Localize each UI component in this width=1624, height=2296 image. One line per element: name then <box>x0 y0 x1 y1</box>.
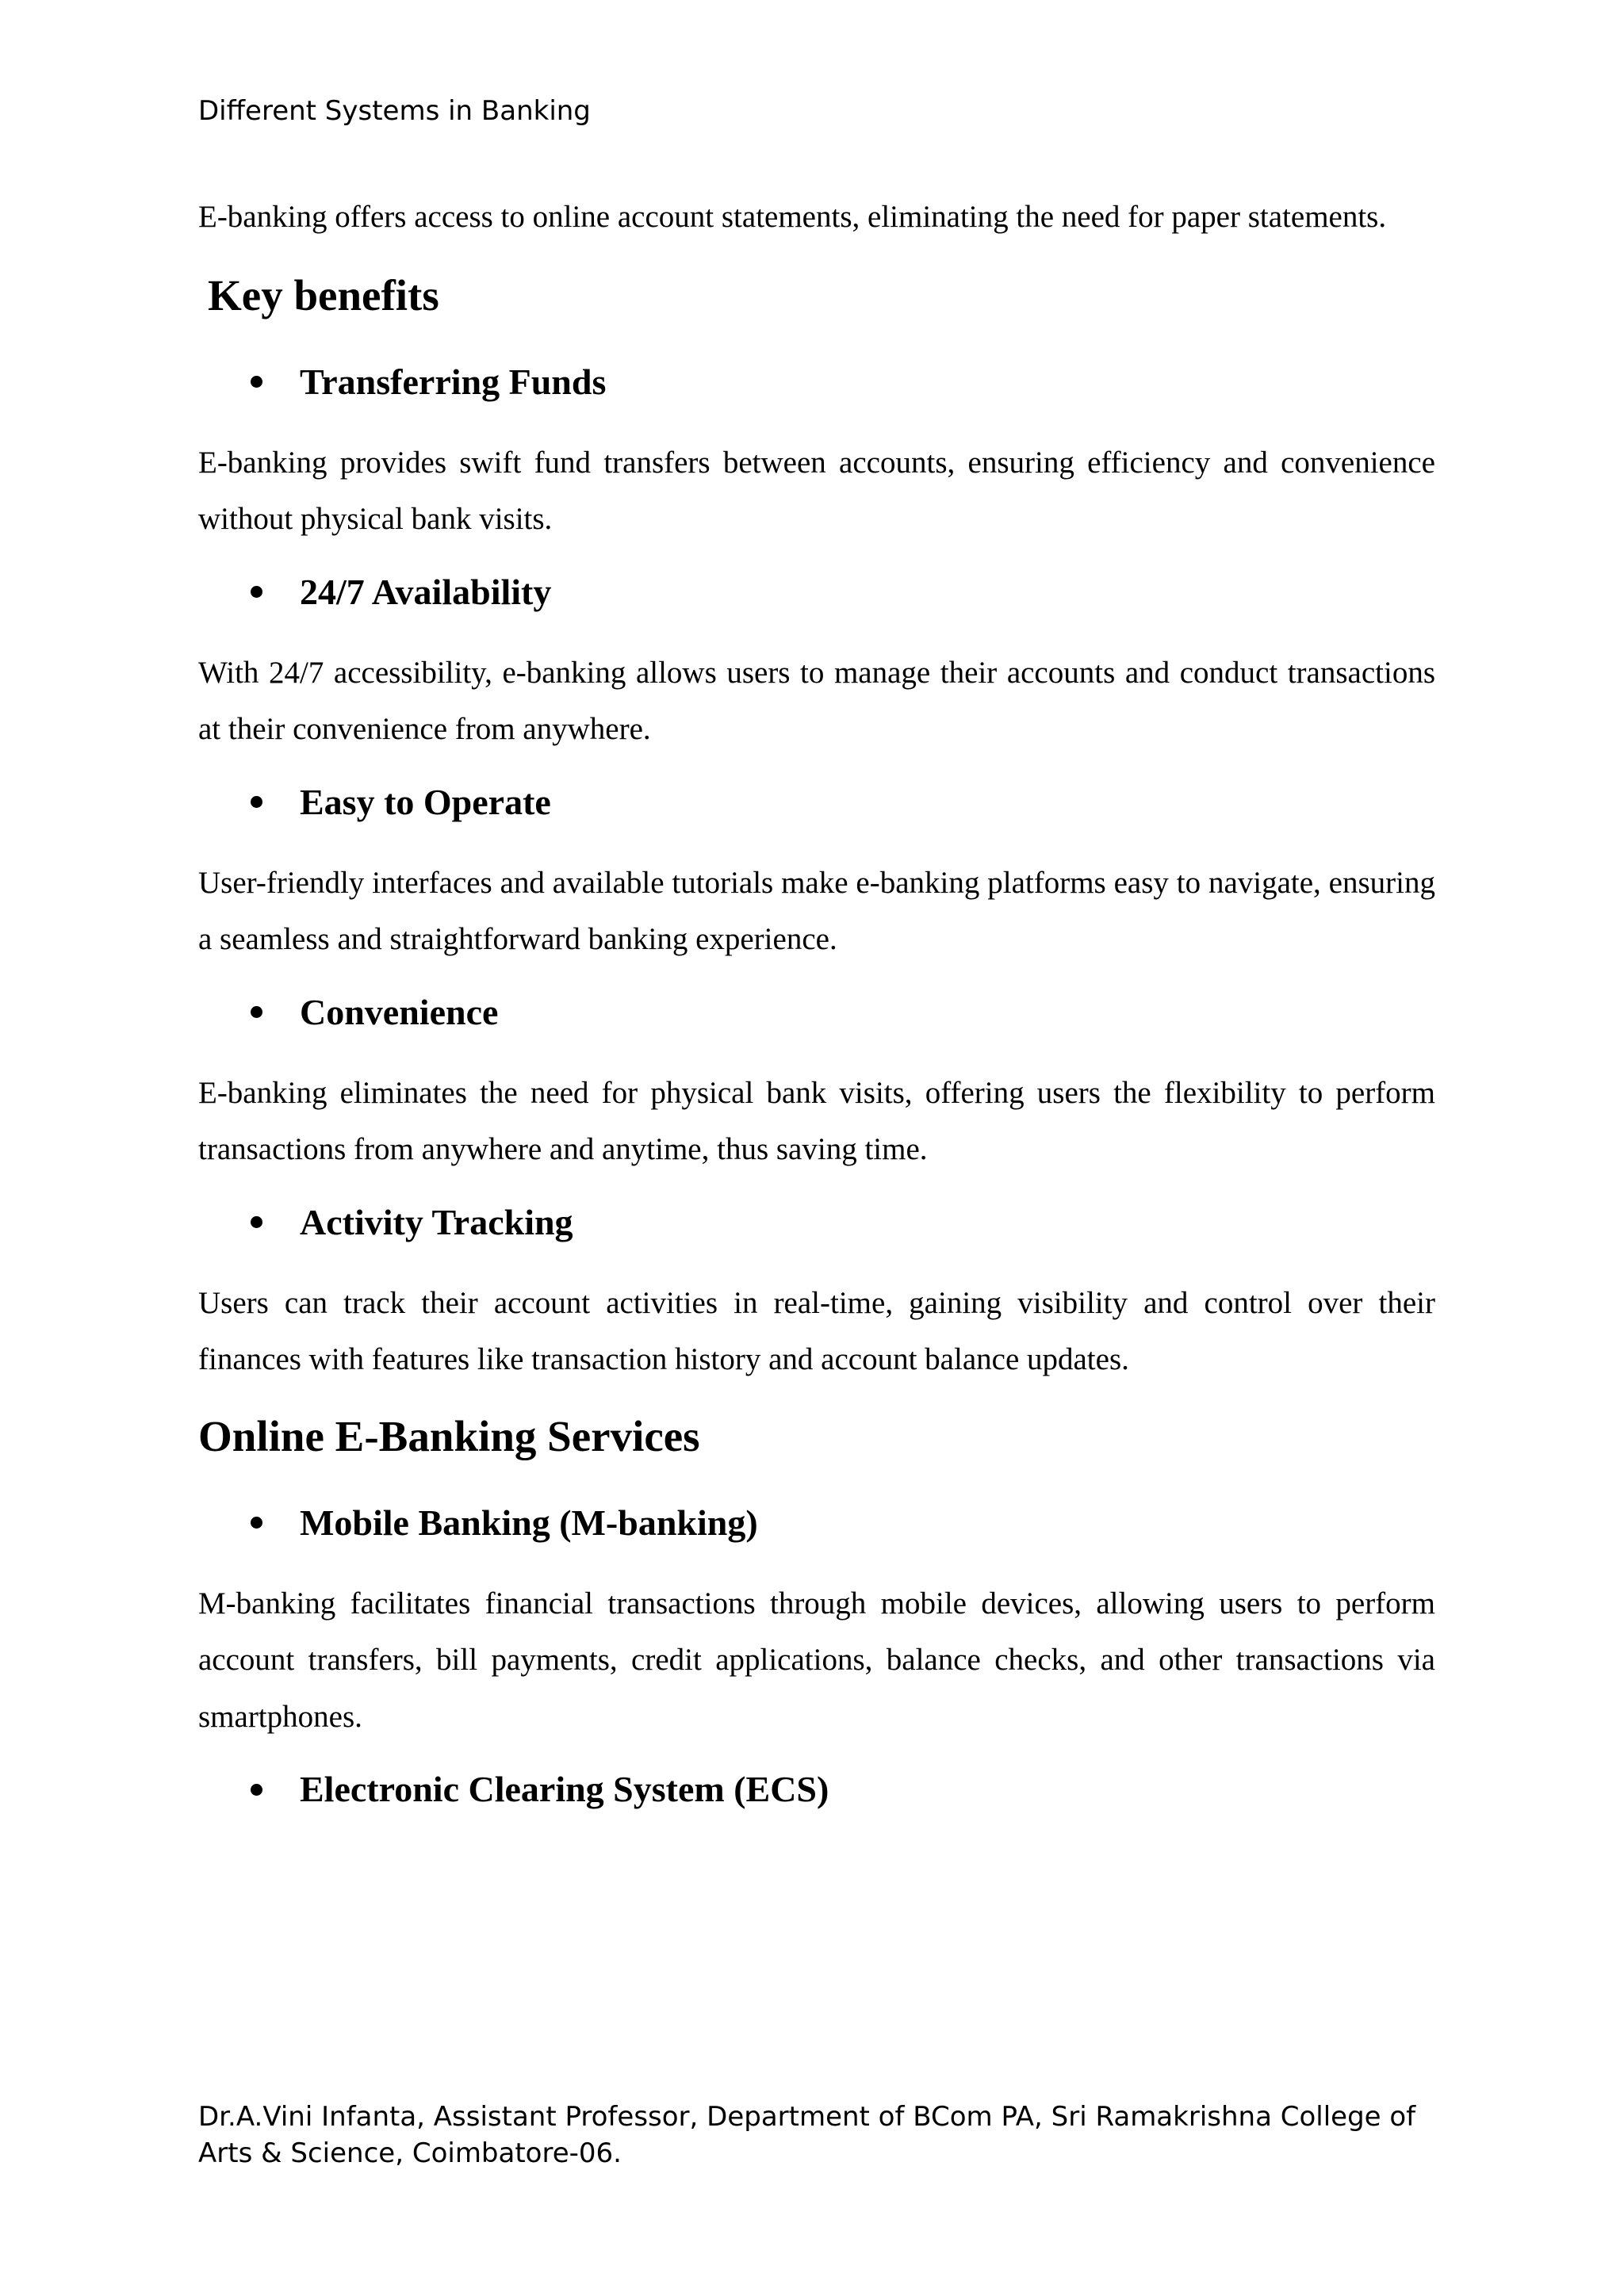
bullet-icon <box>251 1517 262 1529</box>
bullet-icon <box>251 1216 262 1228</box>
online-services-heading: Online E-Banking Services <box>198 1411 700 1460</box>
transferring-funds-paragraph: E-banking provides swift fund transfers between accounts, ensuring efficiency and convenience without physical bank visits. <box>198 445 1435 536</box>
bullet-availability <box>198 568 1435 616</box>
bullet-transferring-funds <box>198 358 1435 406</box>
bullet-icon <box>251 1006 262 1018</box>
bullet-title: Mobile Banking (M-banking) <box>300 1502 758 1543</box>
bullet-mobile-banking <box>198 1499 1435 1547</box>
convenience-paragraph: E-banking eliminates the need for physical bank visits, offering users the flexibility to perform transactions from anywhere and anytime, thus saving time. <box>198 1075 1435 1166</box>
bullet-activity-tracking <box>198 1199 1435 1246</box>
activity-tracking-paragraph: Users can track their account activities in real-time, gaining visibility and control over their finances with features like transaction history and account balance updates. <box>198 1285 1435 1376</box>
bullet-title: Activity Tracking <box>300 1201 573 1242</box>
bullet-title: 24/7 Availability <box>300 571 552 612</box>
easy-to-operate-paragraph: User-friendly interfaces and available tutorials make e-banking platforms easy to navigate, ensuring a seamless and straightforward banking experience. <box>198 865 1435 956</box>
bullet-ecs <box>198 1766 1435 1813</box>
bullet-icon <box>251 376 262 388</box>
bullet-icon <box>251 1784 262 1796</box>
bullet-icon <box>251 586 262 598</box>
mobile-banking-paragraph: M-banking facilitates financial transactions through mobile devices, allowing users to perform account transfers, bill payments, credit applications, balance checks, and other transactions via smartphones. <box>198 1586 1435 1734</box>
page-header: Different Systems in Banking <box>198 95 591 127</box>
bullet-easy-to-operate <box>198 779 1435 826</box>
bullet-title: Easy to Operate <box>300 781 551 822</box>
page-content <box>198 189 1435 1813</box>
key-benefits-heading: Key benefits <box>208 270 439 320</box>
availability-paragraph: With 24/7 accessibility, e-banking allows users to manage their accounts and conduct transactions at their convenience from anywhere. <box>198 655 1435 746</box>
bullet-title: Transferring Funds <box>300 361 607 402</box>
bullet-icon <box>251 796 262 808</box>
page-footer: Dr.A.Vini Infanta, Assistant Professor, Department of BCom PA, Sri Ramakrishna College of Arts & Science, Coimbatore-06. <box>198 2101 1416 2169</box>
intro-paragraph: E-banking offers access to online account statements, eliminating the need for paper statements. <box>198 200 1387 234</box>
bullet-title: Electronic Clearing System (ECS) <box>300 1769 829 1809</box>
bullet-convenience <box>198 989 1435 1036</box>
bullet-title: Convenience <box>300 991 499 1032</box>
